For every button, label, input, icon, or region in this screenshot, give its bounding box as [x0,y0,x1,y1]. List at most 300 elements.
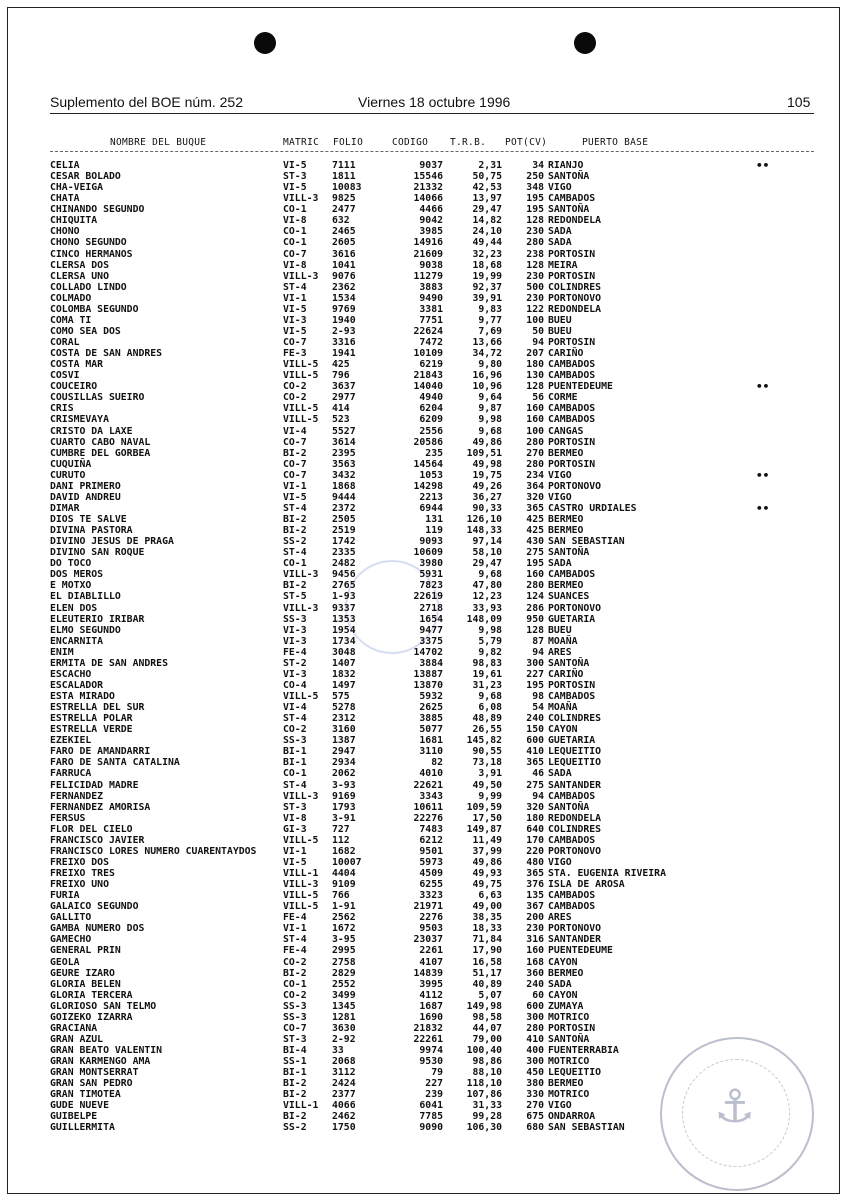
cell-folio: 2947 [332,746,356,758]
cell-power-cv: 230 [526,270,544,282]
cell-folio: 2934 [332,757,356,769]
cell-codigo: 3343 [419,790,443,802]
cell-matric: ST-4 [283,779,307,791]
table-row [0,558,847,569]
table-row [0,182,847,193]
cell-vessel-name: CELIA [50,160,80,171]
cell-vessel-name: GEURE IZARO [50,967,115,979]
cell-home-port: FUENTERRABIA [548,1045,619,1056]
cell-matric: VILL-5 [283,691,319,702]
cell-trb: 9,99 [478,790,502,802]
cell-power-cv: 320 [526,491,544,503]
header-date: Viernes 18 octubre 1996 [358,94,511,110]
table-row [0,437,847,448]
cell-codigo: 7472 [419,337,443,348]
cell-codigo: 235 [425,447,443,459]
cell-folio: 2377 [332,1089,356,1101]
cell-home-port: SADA [548,558,572,570]
cell-trb: 49,44 [472,237,502,249]
cell-codigo: 1053 [419,469,443,481]
cell-codigo: 3884 [419,657,443,669]
cell-matric: ST-4 [283,547,307,559]
cell-trb: 17,50 [472,812,502,824]
cell-folio: 3637 [332,381,356,393]
table-row [0,359,847,370]
cell-codigo: 14066 [413,193,443,205]
cell-vessel-name: FERNANDEZ [50,790,104,802]
table-row [0,691,847,702]
cell-home-port: LEQUEITIO [548,746,602,758]
cell-matric: CO-7 [283,248,307,260]
cell-codigo: 14040 [413,381,443,393]
cell-codigo: 4107 [419,956,443,968]
cell-power-cv: 410 [526,746,544,758]
cell-folio: 1041 [332,259,356,271]
cell-home-port: CORME [548,392,578,404]
cell-codigo: 7823 [419,580,443,592]
cell-power-cv: 234 [526,469,544,481]
cell-codigo: 14298 [413,480,443,492]
cell-vessel-name: GALAICO SEGUNDO [50,901,139,913]
cell-power-cv: 124 [526,591,544,603]
cell-trb: 36,27 [472,491,502,503]
cell-matric: ST-4 [283,281,307,293]
cell-matric: CO-1 [283,978,307,990]
cell-vessel-name: GRAN MONTSERRAT [50,1067,139,1079]
cell-vessel-name: CLERSA DOS [50,259,109,271]
cell-power-cv: 480 [526,856,544,868]
cell-folio: 4066 [332,1100,356,1112]
cell-codigo: 9490 [419,292,443,304]
cell-matric: GI-3 [283,823,307,835]
cell-power-cv: 168 [526,956,544,968]
cell-matric: VI-5 [283,491,307,503]
cell-power-cv: 275 [526,779,544,791]
table-row [0,370,847,381]
cell-home-port: SADA [548,978,572,990]
cell-power-cv: 160 [526,945,544,957]
cell-folio: 1868 [332,480,356,492]
cell-home-port: SANTOÑA [548,547,590,559]
cell-trb: 98,86 [472,1056,502,1068]
cell-home-port: CAYON [548,989,578,1001]
cell-home-port: SAN SEBASTIAN [548,536,625,548]
cell-power-cv: 365 [526,502,544,514]
cell-vessel-name: GALLITO [50,912,92,924]
cell-vessel-name: ESTRELLA DEL SUR [50,702,145,714]
cell-trb: 79,00 [472,1033,502,1045]
cell-folio: 425 [332,359,350,371]
cell-vessel-name: DIOS TE SALVE [50,514,127,525]
table-row [0,260,847,271]
cell-folio: 9444 [332,491,356,503]
cell-trb: 49,50 [472,779,502,791]
cell-matric: VI-5 [283,182,307,194]
table-row [0,1023,847,1034]
cell-power-cv: 280 [526,237,544,249]
cell-matric: VI-1 [283,923,307,935]
cell-codigo: 9093 [419,536,443,548]
cell-folio: 2562 [332,912,356,924]
cell-trb: 3,91 [478,768,502,780]
cell-folio: 1682 [332,845,356,857]
cell-folio: 1734 [332,635,356,647]
cell-folio: 9456 [332,569,356,581]
cell-vessel-name: GENERAL PRIN [50,945,121,957]
cell-home-port: GUETARIA [548,613,596,625]
cell-vessel-name: ESCACHO [50,668,92,680]
cell-matric: CO-7 [283,458,307,470]
header-rule [50,113,814,114]
cell-matric: CO-2 [283,724,307,736]
cell-trb: 13,97 [472,193,502,205]
cell-power-cv: 600 [526,735,544,747]
cell-folio: 2395 [332,447,356,459]
cell-folio: 1742 [332,536,356,548]
cell-vessel-name: CUQUIÑA [50,458,92,470]
cell-vessel-name: CHATA [50,193,80,205]
cell-folio: 1672 [332,923,356,935]
cell-power-cv: 300 [526,1011,544,1023]
cell-power-cv: 135 [526,890,544,902]
cell-trb: 92,37 [472,281,502,293]
cell-home-port: COLINDRES [548,281,602,293]
cell-trb: 17,90 [472,945,502,957]
cell-trb: 24,10 [472,226,502,238]
cell-folio: 1281 [332,1011,356,1023]
cell-power-cv: 180 [526,359,544,371]
cell-power-cv: 410 [526,1033,544,1045]
cell-trb: 49,26 [472,480,502,492]
cell-codigo: 5973 [419,856,443,868]
cell-codigo: 6041 [419,1100,443,1112]
cell-power-cv: 34 [532,160,544,171]
cell-vessel-name: FERSUS [50,812,86,824]
cell-home-port: BERMEO [548,580,584,592]
cell-trb: 98,83 [472,657,502,669]
cell-vessel-name: FERNANDEZ AMORISA [50,801,151,813]
cell-folio: 1750 [332,1122,356,1134]
cell-trb: 9,98 [478,624,502,636]
cell-vessel-name: COUCEIRO [50,381,98,393]
cell-folio: 9825 [332,193,356,205]
cell-codigo: 6209 [419,414,443,426]
cell-power-cv: 56 [532,392,544,404]
cell-power-cv: 195 [526,204,544,216]
cell-vessel-name: CURUTO [50,469,86,481]
cell-vessel-name: GUDE NUEVE [50,1100,109,1112]
cell-folio: 1941 [332,348,356,360]
cell-codigo: 1681 [419,735,443,747]
cell-home-port: MOAÑA [548,702,578,714]
cell-matric: CO-1 [283,237,307,249]
cell-matric: VILL-5 [283,414,319,426]
cell-power-cv: 230 [526,923,544,935]
anchor-icon: ⚓ [714,1079,756,1133]
cell-vessel-name: CHIQUITA [50,215,98,227]
col-header-codigo: CODIGO [392,137,429,148]
cell-matric: VI-3 [283,624,307,636]
cell-matric: BI-4 [283,1045,307,1056]
cell-vessel-name: CRIS [50,403,74,415]
table-row [0,979,847,990]
cell-codigo: 3323 [419,890,443,902]
cell-vessel-name: CHONO [50,226,80,238]
cell-codigo: 3110 [419,746,443,758]
table-row [0,304,847,315]
cell-power-cv: 128 [526,381,544,393]
table-row [0,901,847,912]
cell-home-port: CAMBADOS [548,691,596,702]
cell-trb: 16,58 [472,956,502,968]
col-header-trb: T.R.B. [450,137,487,148]
cell-vessel-name: GRAN TIMOTEA [50,1089,121,1101]
cell-power-cv: 270 [526,1100,544,1112]
cell-vessel-name: CRISTO DA LAXE [50,425,133,437]
cell-trb: 44,07 [472,1022,502,1034]
cell-codigo: 2718 [419,602,443,614]
cell-matric: SS-3 [283,735,307,747]
cell-codigo: 22624 [413,325,443,337]
cell-folio: 632 [332,215,350,227]
cell-folio: 1811 [332,171,356,183]
cell-matric: VILL-5 [283,403,319,415]
table-row [0,603,847,614]
cell-home-port: CAMBADOS [548,193,596,205]
cell-folio: 796 [332,370,350,382]
cell-trb: 11,49 [472,834,502,846]
table-row [0,226,847,237]
cell-power-cv: 50 [532,325,544,337]
cell-vessel-name: DAVID ANDREU [50,491,121,503]
table-row [0,580,847,591]
table-row [0,713,847,724]
cell-home-port: CAYON [548,724,578,736]
cell-vessel-name: FRANCISCO JAVIER [50,834,145,846]
cell-vessel-name: DIMAR [50,502,80,514]
cell-codigo: 15546 [413,171,443,183]
table-row [0,337,847,348]
cell-home-port: SANTOÑA [548,171,590,183]
cell-vessel-name: CLERSA UNO [50,270,109,282]
cell-folio: 2335 [332,547,356,559]
cell-vessel-name: GLORIA BELEN [50,978,121,990]
cell-vessel-name: CUMBRE DEL GORBEA [50,447,151,459]
cell-power-cv: 94 [532,790,544,802]
cell-codigo: 3883 [419,281,443,293]
cell-codigo: 5932 [419,691,443,702]
cell-home-port: CARIÑO [548,348,584,360]
table-row [0,193,847,204]
cell-codigo: 2276 [419,912,443,924]
cell-vessel-name: FRANCISCO LORES NUMERO CUARENTAYDOS [50,845,257,857]
cell-matric: VILL-5 [283,901,319,913]
cell-codigo: 7483 [419,823,443,835]
table-row [0,426,847,437]
col-header-folio: FOLIO [333,137,364,148]
cell-power-cv: 238 [526,248,544,260]
cell-vessel-name: CRISMEVAYA [50,414,109,426]
cell-trb: 19,75 [472,469,502,481]
table-row [0,757,847,768]
cell-folio: 2519 [332,525,356,537]
cell-home-port: PORTOSIN [548,436,596,448]
cell-matric: VI-8 [283,215,307,227]
cell-vessel-name: COUSILLAS SUEIRO [50,392,145,404]
cell-home-port: ZUMAYA [548,1000,584,1012]
cell-folio: 3499 [332,989,356,1001]
cell-trb: 10,96 [472,381,502,393]
punch-hole-left [254,32,276,54]
cell-power-cv: 950 [526,613,544,625]
cell-matric: VI-1 [283,480,307,492]
cell-home-port: SANTOÑA [548,1033,590,1045]
cell-vessel-name: CINCO HERMANOS [50,248,133,260]
cell-vessel-name: ESTA MIRADO [50,691,115,702]
cell-vessel-name: COLOMBA SEGUNDO [50,303,139,315]
cell-matric: BI-2 [283,580,307,592]
cell-home-port: PORTONOVO [548,480,602,492]
cell-codigo: 22261 [413,1033,443,1045]
cell-codigo: 1687 [419,1000,443,1012]
cell-home-port: PUENTEDEUME [548,381,613,393]
cell-home-port: MEIRA [548,259,578,271]
cell-power-cv: 365 [526,868,544,879]
cell-power-cv: 675 [526,1111,544,1123]
cell-folio: 1-93 [332,591,356,603]
cell-power-cv: 94 [532,337,544,348]
cell-power-cv: 130 [526,370,544,382]
cell-codigo: 119 [425,525,443,537]
cell-vessel-name: FREIXO TRES [50,868,115,879]
cell-vessel-name: GUIBELPE [50,1111,98,1123]
cell-matric: VI-8 [283,259,307,271]
cell-home-port: PORTOSIN [548,679,596,691]
col-header-name: NOMBRE DEL BUQUE [110,137,207,148]
cell-vessel-name: FELICIDAD MADRE [50,779,139,791]
table-row [0,824,847,835]
cell-home-port: ONDARROA [548,1111,596,1123]
cell-folio: 3-91 [332,812,356,824]
table-row [0,514,847,525]
cell-folio: 1-91 [332,901,356,913]
cell-trb: 51,17 [472,967,502,979]
cell-trb: 90,33 [472,502,502,514]
col-header-matric: MATRIC [283,137,320,148]
cell-codigo: 3985 [419,226,443,238]
cell-home-port: ARES [548,646,572,658]
table-row [0,1012,847,1023]
table-row [0,802,847,813]
cell-power-cv: 122 [526,303,544,315]
cell-vessel-name: CHA-VEIGA [50,182,104,194]
cell-home-port: PORTOSIN [548,270,596,282]
cell-trb: 18,68 [472,259,502,271]
cell-codigo: 14564 [413,458,443,470]
cell-folio: 5278 [332,702,356,714]
cell-codigo: 21971 [413,901,443,913]
cell-folio: 1353 [332,613,356,625]
cell-home-port: CAMBADOS [548,790,596,802]
cell-codigo: 22276 [413,812,443,824]
cell-vessel-name: FREIXO UNO [50,879,109,891]
cell-folio: 3160 [332,724,356,736]
cell-power-cv: 348 [526,182,544,194]
cell-codigo: 9477 [419,624,443,636]
cell-folio: 727 [332,823,350,835]
cell-codigo: 82 [431,757,443,769]
table-row [0,912,847,923]
cell-home-port: CAMBADOS [548,370,596,382]
cell-codigo: 1690 [419,1011,443,1023]
cell-codigo: 6219 [419,359,443,371]
cell-home-port: SADA [548,768,572,780]
cell-trb: 107,86 [466,1089,502,1101]
cell-power-cv: 250 [526,171,544,183]
cell-home-port: VIGO [548,1100,572,1112]
cell-folio: 1407 [332,657,356,669]
vessel-table [0,160,847,1134]
cell-matric: CO-1 [283,226,307,238]
cell-trb: 73,18 [472,757,502,769]
cell-power-cv: 430 [526,536,544,548]
cell-folio: 7111 [332,160,356,171]
cell-codigo: 5931 [419,569,443,581]
cell-trb: 126,10 [466,514,502,525]
table-row [0,204,847,215]
table-row [0,702,847,713]
cell-power-cv: 376 [526,879,544,891]
cell-power-cv: 380 [526,1078,544,1090]
cell-matric: FE-4 [283,945,307,957]
cell-codigo: 2213 [419,491,443,503]
cell-matric: CO-7 [283,337,307,348]
cell-power-cv: 60 [532,989,544,1001]
table-row [0,735,847,746]
cell-home-port: REDONDELA [548,812,602,824]
cell-home-port: BERMEO [548,967,584,979]
table-row [0,381,847,392]
cell-vessel-name: FLOR DEL CIELO [50,823,133,835]
cell-folio: 1832 [332,668,356,680]
cell-home-port: PORTOSIN [548,1022,596,1034]
cell-folio: 1793 [332,801,356,813]
cell-power-cv: 640 [526,823,544,835]
cell-folio: 3048 [332,646,356,658]
cell-home-port: PORTONOVO [548,845,602,857]
cell-codigo: 21832 [413,1022,443,1034]
cell-trb: 6,63 [478,890,502,902]
cell-trb: 31,23 [472,679,502,691]
cell-home-port: RIANJO [548,160,584,171]
cell-folio: 2552 [332,978,356,990]
cell-codigo: 5077 [419,724,443,736]
cell-home-port: LEQUEITIO [548,1067,602,1079]
cell-home-port: BERMEO [548,447,584,459]
table-row [0,459,847,470]
cell-vessel-name: FURIA [50,890,80,902]
table-row [0,768,847,779]
cell-home-port: SADA [548,237,572,249]
cell-folio: 2758 [332,956,356,968]
cell-folio: 10083 [332,182,362,194]
cell-folio: 2-93 [332,325,356,337]
cell-trb: 5,07 [478,989,502,1001]
cell-folio: 9169 [332,790,356,802]
cell-matric: BI-2 [283,967,307,979]
cell-codigo: 4112 [419,989,443,1001]
cell-folio: 3563 [332,458,356,470]
